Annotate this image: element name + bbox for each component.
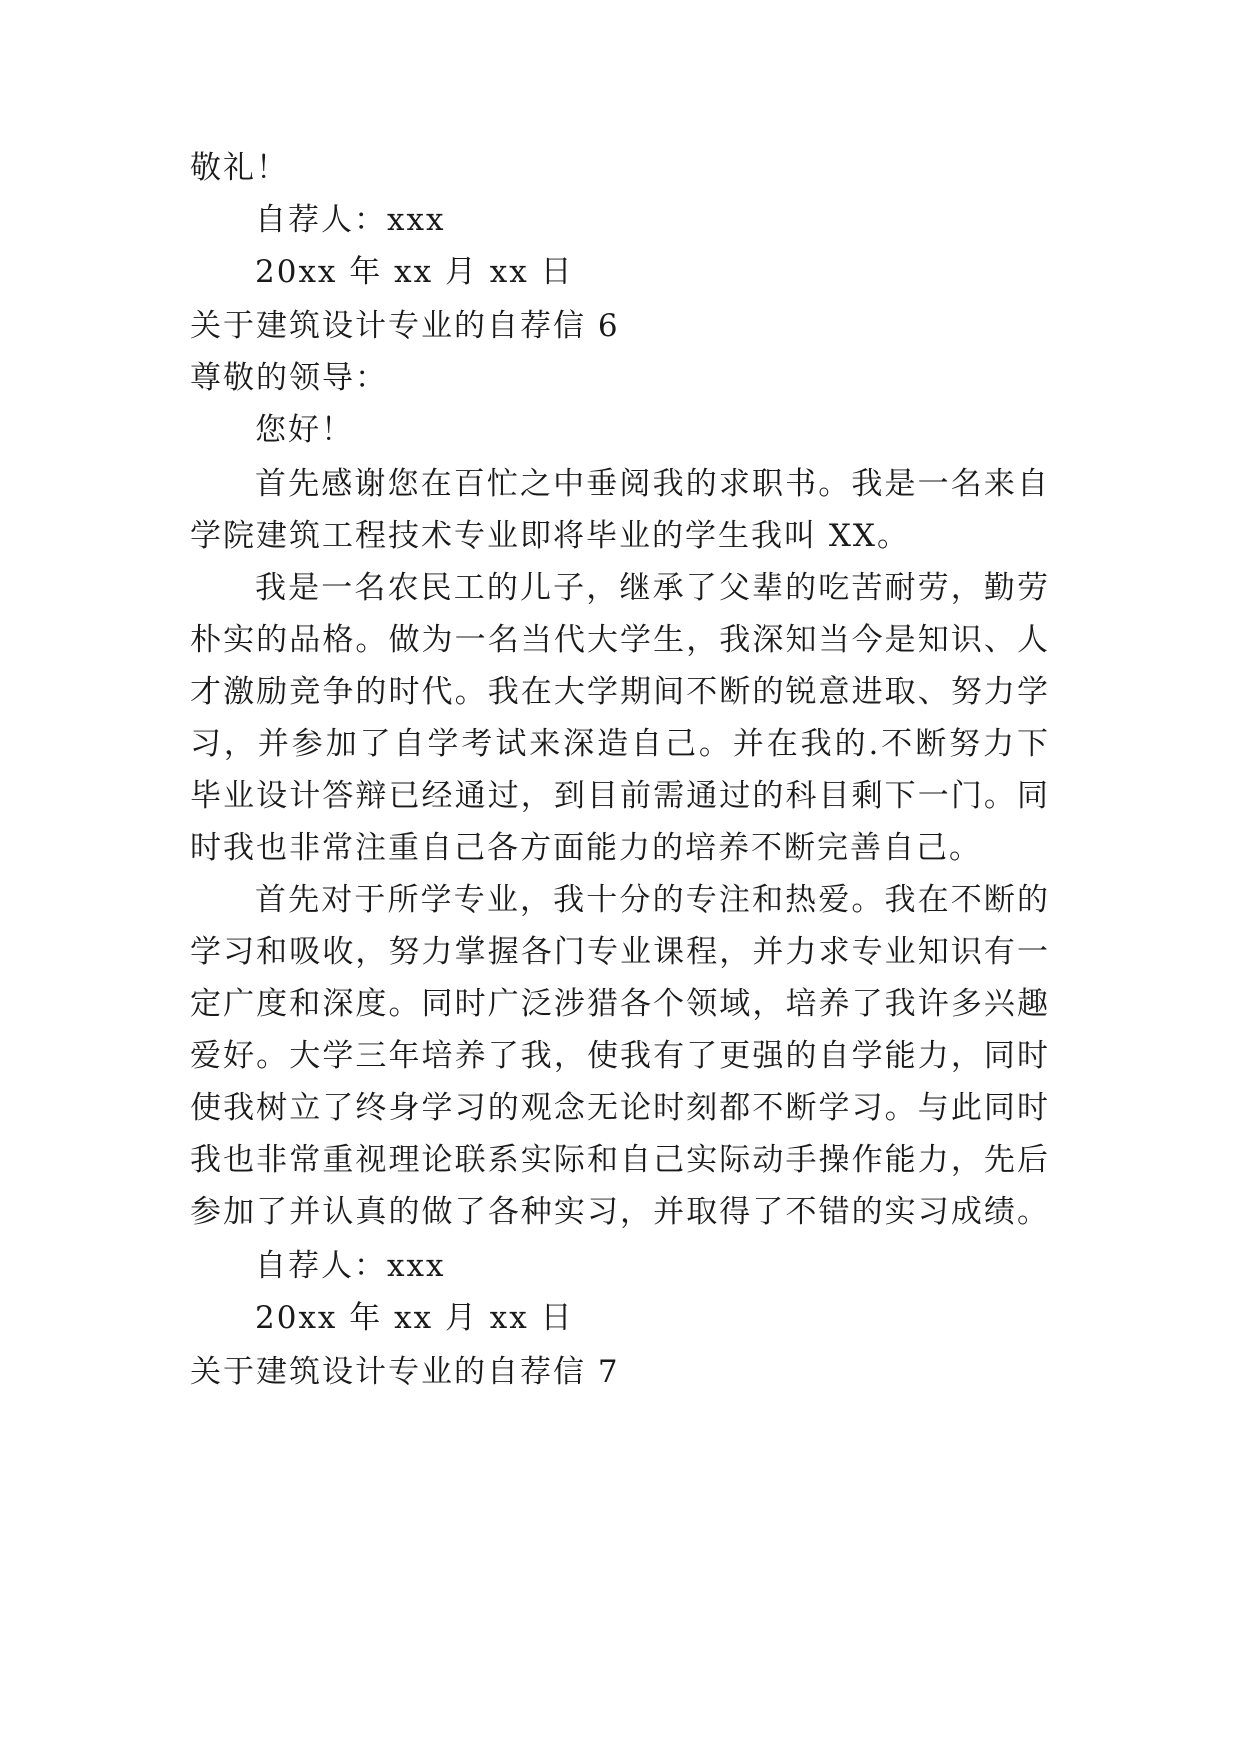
paragraph-line: 定广度和深度。同时广泛涉猎各个领域，培养了我许多兴趣 <box>190 986 1050 1022</box>
signature-line: 自荐人：xxx <box>255 1248 446 1284</box>
paragraph-line: 习，并参加了自学考试来深造自己。并在我的.不断努力下 <box>190 726 1050 762</box>
paragraph-line: 毕业设计答辩已经通过，到目前需通过的科目剩下一门。同 <box>190 778 1050 814</box>
paragraph-line: 朴实的品格。做为一名当代大学生，我深知当今是知识、人 <box>190 622 1050 658</box>
paragraph-line: 才激励竞争的时代。我在大学期间不断的锐意进取、努力学 <box>190 674 1050 710</box>
greeting-line: 尊敬的领导： <box>190 360 388 396</box>
signature-line: 自荐人：xxx <box>255 202 446 238</box>
paragraph-line: 学院建筑工程技术专业即将毕业的学生我叫 XX。 <box>190 518 910 554</box>
date-line: 20xx 年 xx 月 xx 日 <box>255 254 574 290</box>
section-heading: 关于建筑设计专业的自荐信 7 <box>190 1354 620 1390</box>
closing-salutation: 敬礼！ <box>190 150 289 186</box>
paragraph-line: 我也非常重视理论联系实际和自己实际动手操作能力，先后 <box>190 1142 1050 1178</box>
paragraph-line: 爱好。大学三年培养了我，使我有了更强的自学能力，同时 <box>190 1038 1050 1074</box>
paragraph-line: 参加了并认真的做了各种实习，并取得了不错的实习成绩。 <box>190 1194 1050 1230</box>
paragraph-line: 时我也非常注重自己各方面能力的培养不断完善自己。 <box>190 830 982 866</box>
paragraph-line: 我是一名农民工的儿子，继承了父辈的吃苦耐劳，勤劳 <box>255 570 1050 606</box>
paragraph-line: 使我树立了终身学习的观念无论时刻都不断学习。与此同时 <box>190 1090 1050 1126</box>
paragraph-line: 首先感谢您在百忙之中垂阅我的求职书。我是一名来自 <box>255 466 1050 502</box>
paragraph-line: 学习和吸收，努力掌握各门专业课程，并力求专业知识有一 <box>190 934 1050 970</box>
section-heading: 关于建筑设计专业的自荐信 6 <box>190 308 620 344</box>
date-line: 20xx 年 xx 月 xx 日 <box>255 1300 574 1336</box>
paragraph-line: 首先对于所学专业，我十分的专注和热爱。我在不断的 <box>255 882 1050 918</box>
greeting-hello: 您好！ <box>255 412 354 448</box>
